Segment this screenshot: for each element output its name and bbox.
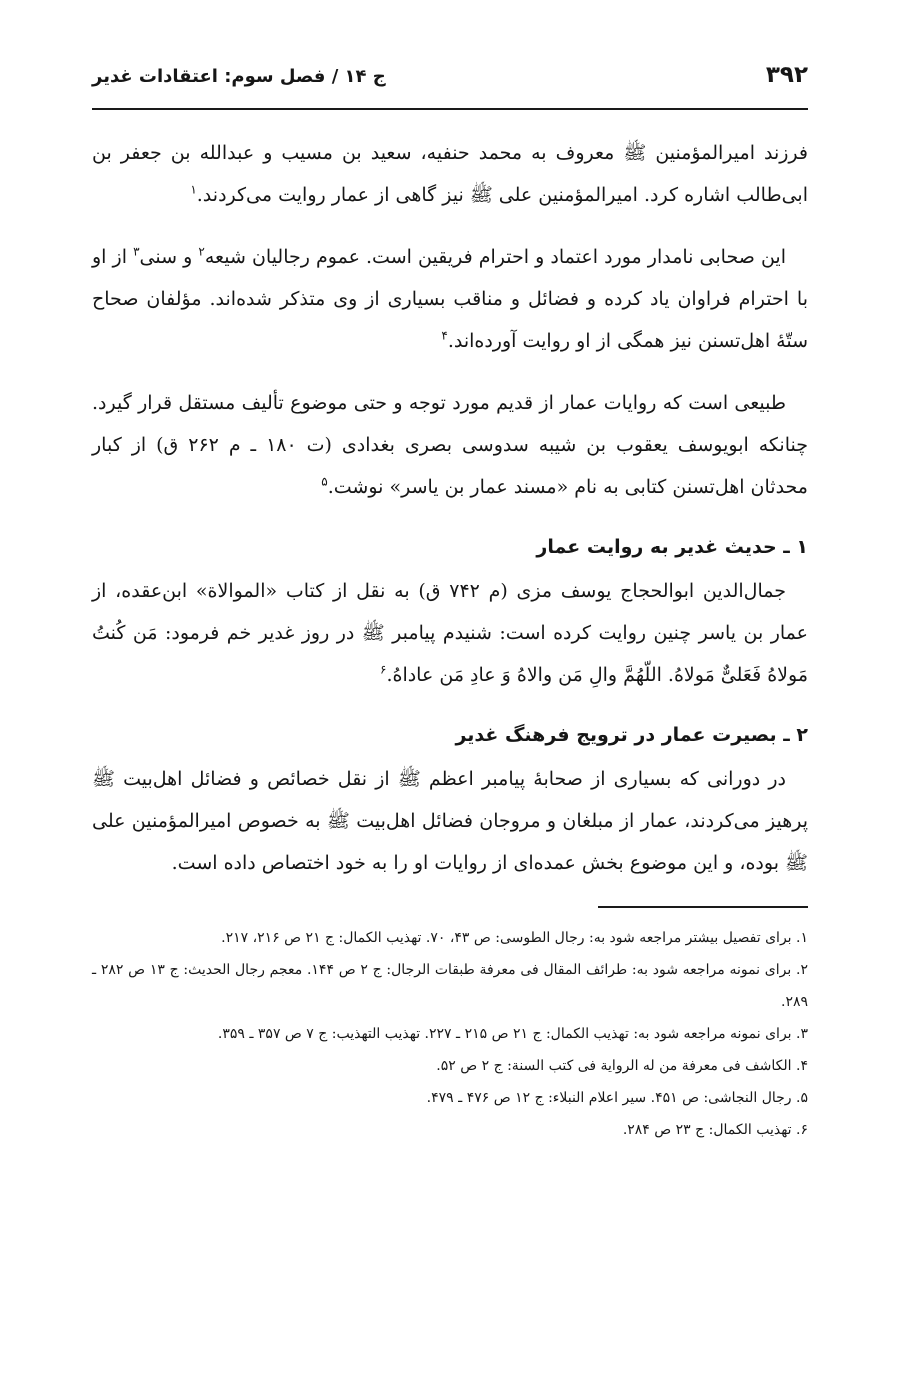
footnote-item: ۲. برای نمونه مراجعه شود به: طرائف المقال فی معرفة طبقات الرجال: ج ۲ ص ۱۴۴. معجم رجال الحدیث: ج ۱۳ ص ۲۸۲ ـ ۲۸۹. <box>92 962 808 1010</box>
paragraph-text: در دورانی که بسیاری از صحابهٔ پیامبر اعظم ﷺ از نقل خصائص و فضائل اهل‌بیت ﷺ پرهیز می‌کردند، عمار از مبلغان و مروجان فضائل اهل‌بیت ﷺ به خصوص امیرالمؤمنین علی ﷺ بوده، و این موضوع بخش عمده‌ای از روایات او را به خود اختصاص داده است. <box>92 768 808 874</box>
footnote-ref: ۲ <box>198 244 205 259</box>
footnote-ref: ۵ <box>321 474 328 489</box>
paragraph-1 <box>92 132 808 216</box>
paragraph-2 <box>92 236 808 362</box>
footnote-ref: ۶ <box>380 662 387 677</box>
body-text <box>92 132 808 884</box>
running-title: ج ۱۴ / فصل سوم: اعتقادات غدیر <box>92 66 386 87</box>
section-1-paragraph <box>92 570 808 696</box>
paragraph-text: فرزند امیرالمؤمنین ﷺ معروف به محمد حنفیه، سعید بن مسیب و عبدالله بن جعفر بن ابی‌طالب اشاره کرد. امیرالمؤمنین علی ﷺ نیز گاهی از عمار روایت می‌کردند. <box>92 142 808 206</box>
section-heading-2: ۲ ـ بصیرت عمار در ترویج فرهنگ غدیر <box>455 724 808 746</box>
page-header <box>92 62 808 102</box>
section-heading-1: ۱ ـ حدیث غدیر به روایت عمار <box>536 536 808 558</box>
paragraph-text: این صحابی نامدار مورد اعتماد و احترام فریقین است. عموم رجالیان شیعه <box>204 246 786 268</box>
footnote-rule <box>598 906 808 908</box>
footnote-item: ۱. برای تفصیل بیشتر مراجعه شود به: رجال الطوسی: ص ۴۳، ۷۰. تهذیب الکمال: ج ۲۱ ص ۲۱۶، ۲۱۷. <box>221 930 808 946</box>
footnote-item: ۴. الکاشف فی معرفة من له الروایة فی کتب السنة: ج ۲ ص ۵۲. <box>436 1058 808 1074</box>
paragraph-text: و سنی <box>139 246 199 268</box>
page-number: ۳۹۲ <box>765 62 808 88</box>
paragraph-3 <box>92 382 808 508</box>
footnote-item: ۶. تهذیب الکمال: ج ۲۳ ص ۲۸۴. <box>622 1122 808 1138</box>
footnote-ref: ۱ <box>190 182 197 197</box>
footnote-item: ۳. برای نمونه مراجعه شود به: تهذیب الکمال: ج ۲۱ ص ۲۱۵ ـ ۲۲۷. تهذیب التهذیب: ج ۷ ص ۳۵۷ ـ ۳۵۹. <box>217 1026 808 1042</box>
footnote-item: ۵. رجال النجاشی: ص ۴۵۱. سیر اعلام النبلاء: ج ۱۲ ص ۴۷۶ ـ ۴۷۹. <box>426 1090 808 1106</box>
paragraph-text: جمال‌الدین ابوالحجاج یوسف مزی (م ۷۴۲ ق) به نقل از کتاب «الموالاة» ابن‌عقده، از عمار بن یاسر چنین روایت کرده است: شنیدم پیامبر ﷺ در روز غدیر خم فرمود: مَن کُنتُ مَولاهُ فَعَلیٌّ مَولاهُ. اللّهُمَّ والِ مَن والاهُ وَ عادِ مَن عاداهُ. <box>92 580 808 686</box>
book-page <box>92 62 808 1146</box>
paragraph-text: طبیعی است که روایات عمار از قدیم مورد توجه و حتی موضوع تألیف مستقل قرار گیرد. چنانکه ابویوسف یعقوب بن شیبه سدوسی بصری بغدادی (ت ۱۸۰ ـ م ۲۶۲ ق) از کبار محدثان اهل‌تسنن کتابی به نام «مسند عمار بن یاسر» نوشت. <box>92 392 808 498</box>
footnote-ref: ۴ <box>441 328 448 343</box>
section-2-paragraph <box>92 758 808 884</box>
header-rule <box>92 108 808 110</box>
footnote-ref: ۳ <box>133 244 140 259</box>
footnotes <box>92 922 808 1146</box>
paragraph-text: از او با احترام فراوان یاد کرده و فضائل و مناقب بسیاری از وی متذکر شده‌اند. مؤلفان صحاح ستّهٔ اهل‌تسنن نیز همگی از او روایت آورده‌اند. <box>92 246 808 352</box>
